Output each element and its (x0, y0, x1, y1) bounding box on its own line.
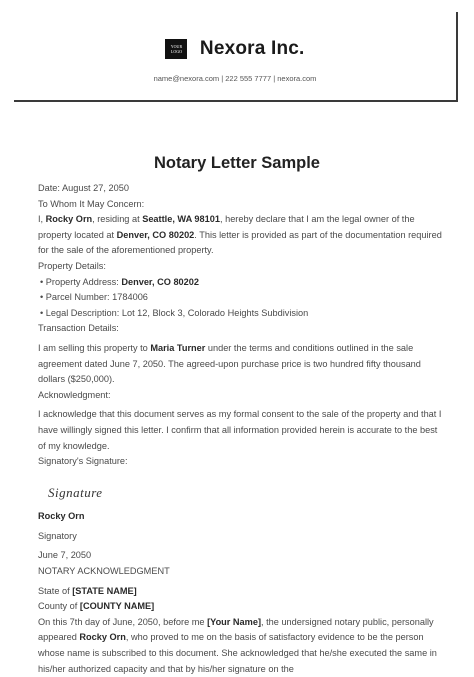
letter-body (38, 181, 442, 677)
transaction-heading: Transaction Details: (38, 323, 119, 334)
signer-role: Signatory (38, 530, 77, 541)
signature-heading: Signatory's Signature: (38, 456, 128, 467)
property-address-item: • Property Address: Denver, CO 80202 (40, 276, 199, 287)
declaration-paragraph: I, Rocky Orn, residing at Seattle, WA 98101, hereby declare that I am the legal owner of the property located at Denver, CO 80202. This letter is provided as part of the documentation required for the sale of the aforementioned property. (38, 214, 442, 256)
letter-date: Date: August 27, 2050 (38, 183, 129, 193)
signer-name: Rocky Orn (38, 511, 85, 522)
company-logo: YOUR LOGO (165, 39, 187, 59)
state-line: State of [STATE NAME] (38, 585, 137, 596)
letterhead (14, 12, 458, 102)
acknowledgment-paragraph: I acknowledge that this document serves as my formal consent to the sale of the property and that I have willingly signed this letter. I confirm that all information provided herein is accurate to the best of my knowledge. (38, 409, 442, 451)
signature-image: Signature (48, 484, 103, 500)
notary-heading: NOTARY ACKNOWLEDGMENT (38, 566, 170, 577)
salutation: To Whom It May Concern: (38, 198, 145, 209)
transaction-paragraph: I am selling this property to Maria Turner under the terms and conditions outlined in the sale agreement dated June 7, 2050. The agreed-upon purchase price is two hundred fifty thousand dollars ($250,000). (38, 342, 421, 385)
company-name: Nexora Inc. (199, 38, 305, 59)
property-heading: Property Details: (38, 260, 106, 271)
sign-date: June 7, 2050 (38, 550, 92, 561)
acknowledgment-heading: Acknowledgment: (38, 389, 111, 400)
brand (14, 38, 456, 60)
notary-paragraph: On this 7th day of June, 2050, before me [Your Name], the undersigned notary public, personally appeared Rocky Orn, who proved to me on the basis of satisfactory evidence to be the person whose name is subscribed to this document. She acknowledged that he/she executed the same in his/her authorized capacity and that by his/her signature on the (38, 616, 437, 674)
contact-info: name@nexora.com | 222 555 7777 | nexora.com (153, 74, 317, 83)
legal-description-item: • Legal Description: Lot 12, Block 3, Colorado Heights Subdivision (40, 307, 309, 318)
parcel-number-item: • Parcel Number: 1784006 (40, 292, 148, 303)
document-title: Notary Letter Sample (154, 154, 320, 172)
county-line: County of [COUNTY NAME] (38, 601, 155, 612)
